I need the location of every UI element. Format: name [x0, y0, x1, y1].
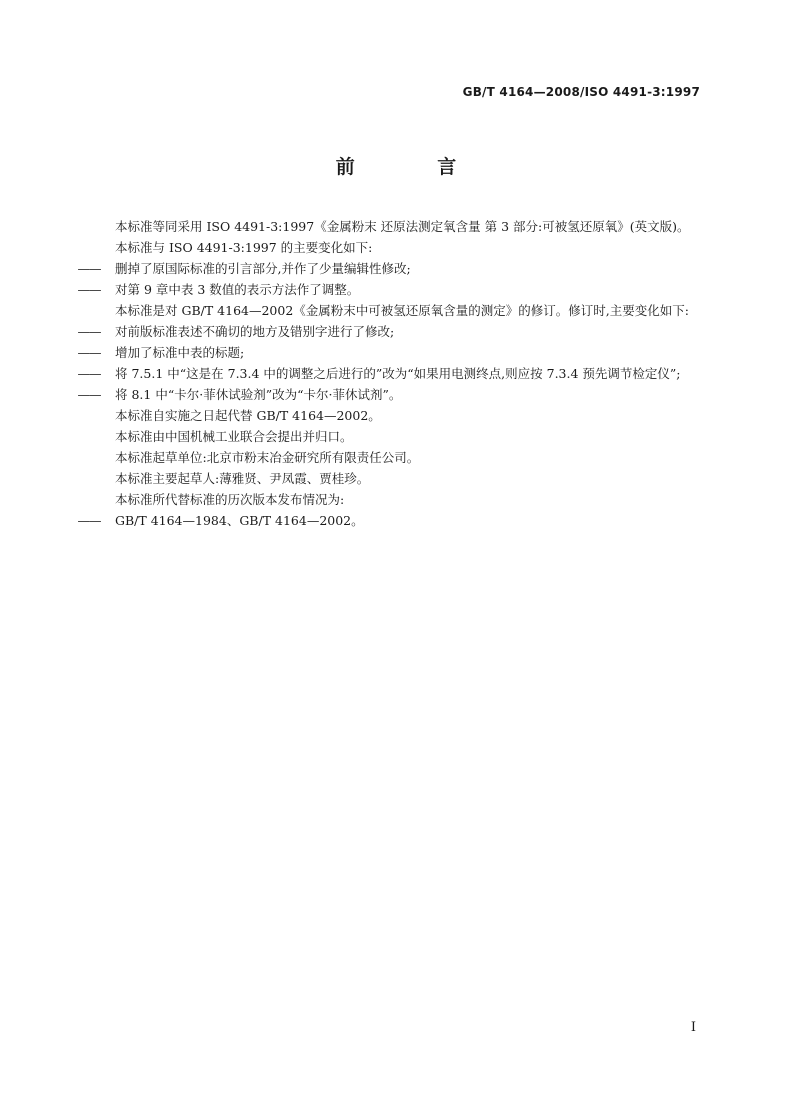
dash-mark: —— [77, 345, 101, 360]
list-item-text: 删掉了原国际标准的引言部分,并作了少量编辑性修改; [115, 261, 411, 276]
list-item-text: 将 8.1 中“卡尔·菲休试验剂”改为“卡尔·菲休试剂”。 [115, 387, 402, 402]
paragraph-changes-intro: 本标准与 ISO 4491-3:1997 的主要变化如下: [115, 240, 373, 255]
page-number: I [690, 1020, 696, 1035]
list-item-text: GB/T 4164—1984、GB/T 4164—2002。 [115, 513, 364, 528]
paragraph-drafters: 本标准主要起草人:薄雅贤、尹凤霞、贾桂珍。 [115, 471, 370, 486]
paragraph-proposer: 本标准由中国机械工业联合会提出并归口。 [115, 429, 353, 444]
dash-mark: —— [77, 513, 101, 528]
list-item [77, 510, 704, 531]
list-item [77, 279, 704, 300]
list-item-text: 将 7.5.1 中“这是在 7.3.4 中的调整之后进行的”改为“如果用电测终点,则应按 7.3.4 预先调节检定仪”; [115, 366, 681, 381]
list-item-text: 增加了标准中表的标题; [115, 345, 245, 360]
paragraph-supersedes: 本标准自实施之日起代替 GB/T 4164—2002。 [115, 408, 381, 423]
foreword-content [77, 216, 704, 531]
dash-mark: —— [77, 282, 101, 297]
dash-mark: —— [77, 387, 101, 402]
list-item-text: 对第 9 章中表 3 数值的表示方法作了调整。 [115, 282, 360, 297]
dash-mark: —— [77, 261, 101, 276]
dash-mark: —— [77, 324, 101, 339]
list-item [77, 321, 704, 342]
paragraph-drafting-unit: 本标准起草单位:北京市粉末冶金研究所有限责任公司。 [115, 450, 420, 465]
list-item [77, 384, 704, 405]
list-item [77, 258, 704, 279]
list-item [77, 363, 704, 384]
page-title: 前 言 [335, 156, 495, 178]
dash-mark: —— [77, 366, 101, 381]
paragraph-revision: 本标准是对 GB/T 4164—2002《金属粉末中可被氢还原氧含量的测定》的修订。修订时,主要变化如下: [115, 303, 689, 318]
paragraph-adoption: 本标准等同采用 ISO 4491-3:1997《金属粉末 还原法测定氧含量 第 3 部分:可被氢还原氧》(英文版)。 [115, 219, 690, 234]
standard-code-header: GB/T 4164—2008/ISO 4491-3:1997 [462, 85, 700, 99]
paragraph-history-intro: 本标准所代替标准的历次版本发布情况为: [115, 492, 345, 507]
list-item-text: 对前版标准表述不确切的地方及错别字进行了修改; [115, 324, 395, 339]
list-item [77, 342, 704, 363]
